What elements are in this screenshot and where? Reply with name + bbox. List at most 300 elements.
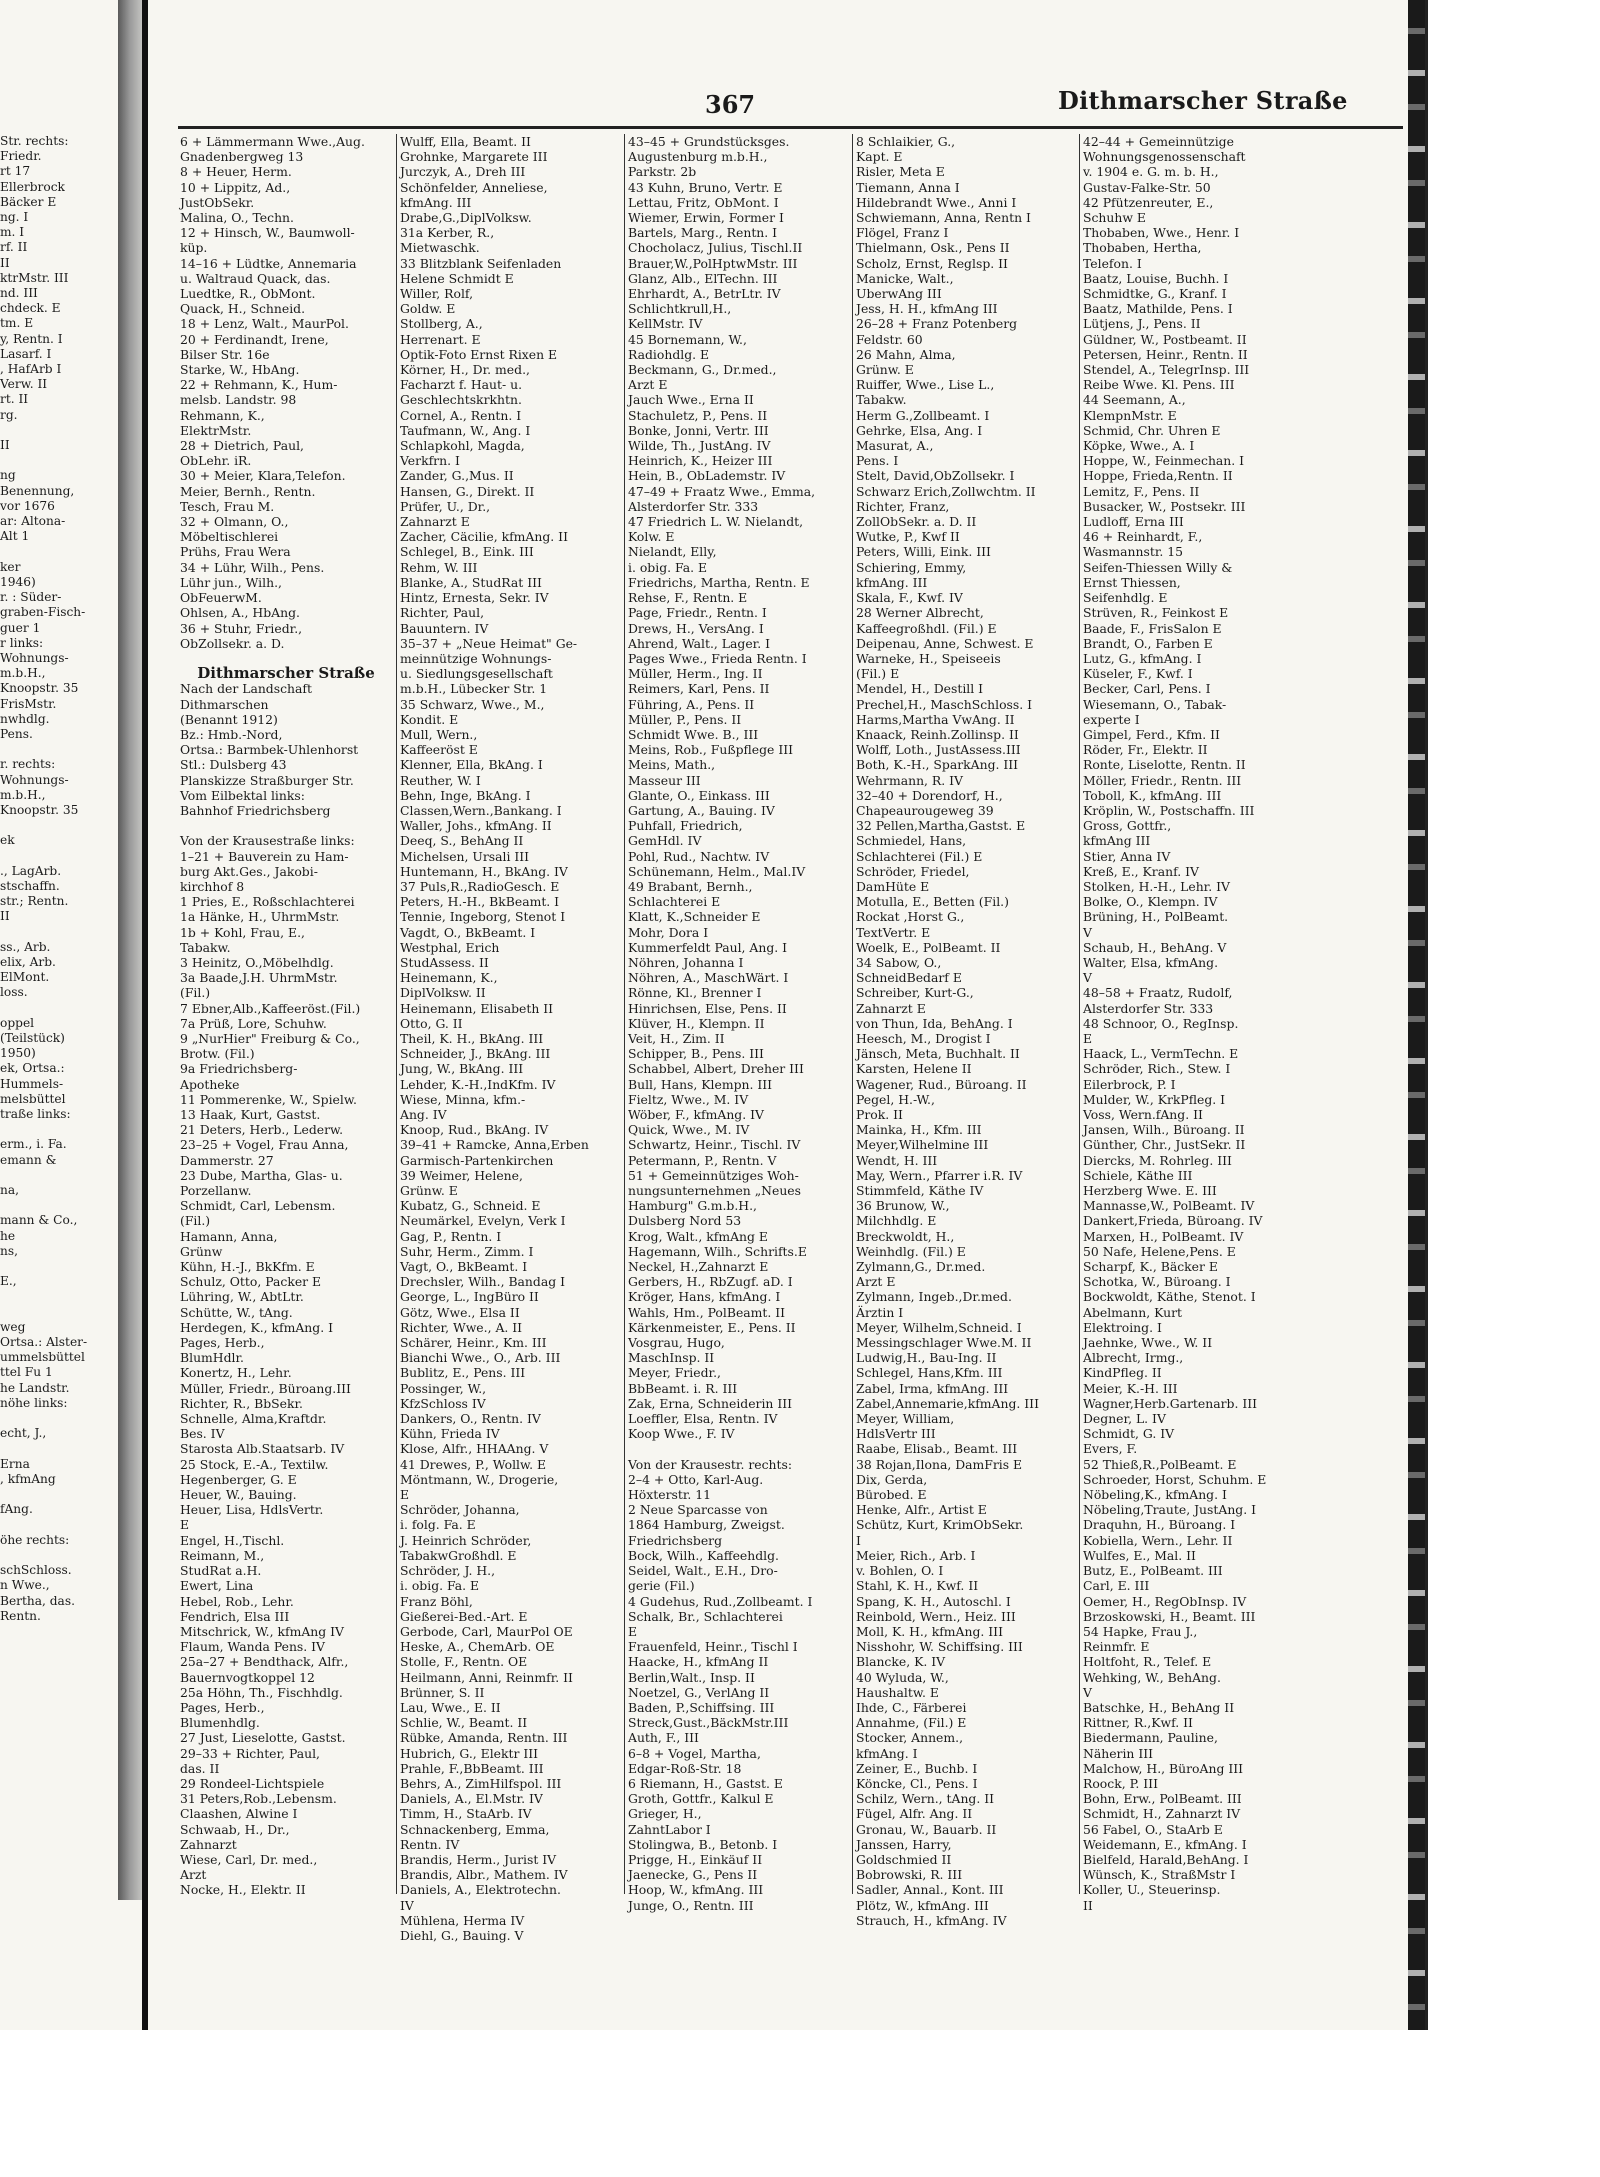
directory-entry-line: Schalk, Br., Schlachterei [628,1608,783,1624]
directory-entry-line: 37 Puls,R.,RadioGesch. E [400,878,560,894]
directory-entry-line: Behn, Inge, BkAng. I [400,787,531,803]
directory-entry-line: Vagt, O., BkBeamt. I [400,1259,528,1275]
directory-entry-line: Bartels, Marg., Rentn. I [628,225,778,241]
street-title: Dithmarscher Straße [1058,86,1348,115]
directory-entry-line: melsb. Landstr. 98 [180,392,297,408]
directory-entry-line: Pages, Herb., [180,1699,265,1715]
directory-entry-line: Wöber, F., kfmAng. IV [628,1107,764,1122]
directory-entry-line: Friedrichs, Martha, Rentn. E [628,574,810,590]
directory-entry-line: 7a Prüß, Lore, Schuhw. [180,1015,327,1031]
directory-entry-line: Lühring, W., AbtLtr. [180,1289,304,1305]
directory-entry-line: Zahnarzt E [856,1000,926,1016]
directory-entry-line: Schlegel, B., Eink. III [400,544,534,560]
directory-entry-line: Alsterdorfer Str. 333 [1083,1000,1214,1016]
directory-entry-line: Helene Schmidt E [400,270,514,286]
directory-entry-line: JustObSekr. [180,194,255,210]
directory-entry-line: Grieger, H., [628,1806,702,1822]
directory-entry-line: 2 Neue Sparcasse von [628,1502,768,1518]
directory-entry-line: Becker, Carl, Pens. I [1083,681,1211,697]
directory-entry-line: Rehse, F., Rentn. E [628,590,748,606]
directory-entry-line: Str. rechts: [0,134,69,148]
directory-entry-line: Schwiemann, Anna, Rentn I [856,210,1031,226]
directory-entry-line: Haushaltw. E [856,1684,939,1700]
directory-entry-line: Evers, F. [1083,1441,1138,1457]
directory-entry-line: m.b.H., Lübecker Str. 1 [400,681,548,697]
directory-entry-line: Henke, Alfr., Artist E [856,1502,987,1518]
directory-entry-line: Zak, Erna, Schneiderin III [628,1395,793,1411]
directory-entry-line: Brzoskowski, H., Beamt. III [1083,1608,1256,1624]
directory-entry-line: Fendrich, Elsa III [180,1608,290,1624]
directory-entry-line: 49 Brabant, Bernh., [628,878,753,894]
directory-entry-line: Rittner, R.,Kwf. II [1083,1715,1193,1731]
directory-entry-line: Bahnhof Friedrichsberg [180,802,331,818]
directory-entry-line: erm., i. Fa. [0,1137,67,1152]
directory-entry-line: Heuer, Lisa, HdlsVertr. [180,1502,324,1518]
directory-entry-line: ., LagArb. [0,863,62,878]
directory-entry-line: Thobaben, Wwe., Henr. I [1083,225,1240,241]
directory-entry-line: Zylmann, Ingeb.,Dr.med. [856,1289,1012,1305]
directory-entry-line: Mull, Wern., [400,726,478,742]
directory-entry-line: Bes. IV [180,1426,225,1442]
directory-entry-line: 56 Fabel, O., StaArb E [1083,1821,1223,1837]
directory-entry-line: 32 + Olmann, O., [180,514,289,530]
directory-entry-line: Erna [0,1456,30,1471]
directory-entry-line: Wiesemann, O., Tabak- [1083,696,1227,712]
directory-entry-line: Gießerei-Bed.-Art. E [400,1608,528,1624]
directory-entry-line: Chocholacz, Julius, Tischl.II [628,240,803,256]
directory-entry-line: Goldschmied II [856,1851,952,1867]
directory-entry-line: Schipper, B., Pens. III [628,1046,764,1062]
directory-entry-line: Ahrend, Walt., Lager. I [628,635,770,651]
directory-entry-line: 44 Seemann, A., [1083,392,1186,408]
directory-entry-line: Wutke, P., Kwf II [856,529,960,545]
directory-entry-line: Möbeltischlerei [180,529,279,545]
directory-entry-line: i. obig. Fa. E [628,559,708,575]
directory-entry-line: ummelsbüttel [0,1350,85,1365]
directory-entry-line: BlumHdlr. [180,1350,244,1366]
directory-entry-line: Krog, Walt., kfmAng E [628,1228,768,1244]
directory-entry-line: Klenner, Ella, BkAng. I [400,757,543,773]
directory-entry-line: 54 Hapke, Frau J., [1083,1623,1198,1639]
directory-entry-line: von Thun, Ida, BehAng. I [856,1015,1013,1031]
directory-entry-line: Rentn. IV [400,1836,460,1852]
directory-entry-line: 42–44 + Gemeinnützige [1083,134,1234,149]
directory-entry-line: Verw. II [0,377,48,392]
directory-entry-line: Mitschrick, W., kfmAng IV [180,1623,344,1639]
directory-entry-line: Bertha, das. [0,1593,75,1608]
directory-entry-line: Mietwaschk. [400,240,480,256]
directory-entry-line: Schröder, Johanna, [400,1502,520,1518]
directory-entry-line: Dix, Gerda, [856,1471,928,1487]
directory-entry-line: Abelmann, Kurt [1083,1304,1183,1320]
directory-entry-line [0,423,114,438]
directory-entry-line: Pages, Herb., [180,1335,265,1351]
directory-entry-line: Gustav-Falke-Str. 50 [1083,179,1211,195]
directory-entry-line: Luedtke, R., ObMont. [180,286,316,302]
directory-entry-line: 1–21 + Bauverein zu Ham- [180,848,349,864]
directory-entry-line: Wohnungs- [0,772,69,787]
directory-entry-line: 40 Wyluda, W., [856,1669,949,1685]
directory-entry-line: 45 Bornemann, W., [628,331,747,347]
directory-entry-line: kirchhof 8 [180,878,245,894]
directory-entry-line: 43–45 + Grundstücksges. [628,134,790,149]
directory-entry-line: Müller, Friedr., Büroang.III [180,1380,351,1396]
directory-entry-line: Bull, Hans, Klempn. III [628,1076,773,1092]
directory-entry-line: Glante, O., Einkass. III [628,787,770,803]
directory-entry-line: Schneider, J., BkAng. III [400,1046,551,1062]
directory-entry-line: gerie (Fil.) [628,1578,695,1594]
directory-entry-line: Arzt E [856,1274,896,1290]
directory-entry-line: küp. [180,240,208,256]
directory-entry-line: Drechsler, Wilh., Bandag I [400,1274,565,1290]
directory-entry-line: Kummerfeldt Paul, Ang. I [628,939,788,955]
directory-entry-line: 31 Peters,Rob.,Lebensm. [180,1791,337,1807]
directory-entry-line: Quack, H., Schneid. [180,301,306,317]
directory-entry-line: Ohlsen, A., HbAng. [180,605,300,621]
directory-entry-line: Milchhdlg. E [856,1213,937,1229]
directory-entry-line: Kärkenmeister, E., Pens. II [628,1319,796,1335]
directory-entry-line [0,1441,114,1456]
directory-entry-line: Malina, O., Techn. [180,210,294,226]
directory-entry-line: Strüven, R., Feinkost E [1083,605,1229,621]
directory-entry-line: kfmAng. III [400,194,472,210]
directory-entry-line: Diehl, G., Bauing. V [400,1927,524,1943]
directory-entry-line: nwhdlg. [0,711,50,726]
directory-entry-line: MaschInsp. II [628,1350,715,1366]
directory-entry-line: Kobiella, Wern., Lehr. II [1083,1532,1233,1548]
directory-entry-line [0,1198,114,1213]
directory-entry-line: HdlsVertr III [856,1426,936,1442]
directory-entry-line: Rönne, Kl., Brenner I [628,985,762,1001]
directory-entry-line: Neumärkel, Evelyn, Verk I [400,1213,566,1229]
column-prev-page [0,134,114,1914]
directory-entry-line: Lettau, Fritz, ObMont. I [628,194,779,210]
directory-entry-line: Optik-Foto Ernst Rixen E [400,346,558,362]
directory-entry-line: Mainka, H., Kfm. III [856,1122,982,1138]
directory-entry-line: Telefon. I [1083,255,1142,271]
directory-entry-line: Junge, O., Rentn. III [628,1897,754,1913]
directory-entry-line: Roock, P. III [1083,1775,1158,1791]
directory-entry-line: Kaffeegroßhdl. (Fil.) E [856,620,997,636]
directory-entry-line: Schröder, Friedel, [856,863,970,879]
directory-entry-line: Rehmann, K., [180,407,265,423]
directory-entry-line: IV [400,1897,414,1913]
directory-entry-line: Dankert,Frieda, Büroang. IV [1083,1213,1263,1229]
directory-entry-line: 29 Rondeel-Lichtspiele [180,1775,325,1791]
directory-entry-line: GemHdl. IV [628,833,702,849]
directory-entry-line: Schaub, H., BehAng. V [1083,939,1227,955]
directory-entry-line: Pens. I [856,453,899,469]
directory-entry-line: Rockat ,Horst G., [856,909,965,925]
directory-entry-line: r. rechts: [0,757,56,772]
directory-entry-line: Weinhdlg. (Fil.) E [856,1243,966,1259]
directory-entry-line: II [0,255,10,270]
directory-entry-line [0,1305,114,1320]
directory-entry-line: Deeq, S., BehAng II [400,833,524,849]
directory-entry-line: str.; Rentn. [0,894,69,909]
directory-entry-line: Baden, P.,Schiffsing. III [628,1699,775,1715]
directory-entry-line: Blumenhdlg. [180,1715,260,1731]
column-separator [624,134,625,1894]
directory-entry-line: ns, [0,1243,18,1258]
column-5 [1083,134,1301,1913]
directory-entry-line: Schreiber, Kurt-G., [856,985,974,1001]
directory-entry-line: 6 + Lämmermann Wwe.,Aug. [180,134,365,149]
directory-entry-line: Meyer, Friedr., [628,1365,721,1381]
directory-entry-line: KfzSchloss IV [400,1395,486,1411]
directory-entry-line: v. Bohlen, O. I [856,1563,944,1579]
directory-entry-line: Daniels, A., Elektrotechn. [400,1882,561,1898]
column-3 [628,134,850,1913]
directory-entry-line: Brotw. (Fil.) [180,1046,255,1062]
directory-entry-line: Wulfes, E., Mal. II [1083,1547,1196,1563]
directory-entry-line: r links: [0,635,44,650]
directory-entry-line: Gerbode, Carl, MaurPol OE [400,1623,573,1639]
directory-entry-line: v. 1904 e. G. m. b. H., [1083,164,1219,180]
directory-entry-line: Höxterstr. 11 [628,1487,712,1503]
directory-entry-line: Stelt, David,ObZollsekr. I [856,468,1015,484]
directory-entry-line: Wagner,Herb.Gartenarb. III [1083,1395,1258,1411]
directory-entry-line: KlempnMstr. E [1083,407,1177,423]
directory-entry-line: Petersen, Heinr., Rentn. II [1083,346,1248,362]
directory-entry-line: Skala, F., Kwf. IV [856,590,963,606]
directory-entry-line: Friedr. [0,149,42,164]
directory-entry-line: Mohr, Dora I [628,924,709,940]
directory-entry-line: Suhr, Herm., Zimm. I [400,1243,534,1259]
directory-entry-line: 47 Friedrich L. W. Nielandt, [628,514,804,530]
directory-entry-line: Müller, Herm., Ing. II [628,666,763,682]
directory-entry-line: ek, Ortsa.: [0,1061,65,1076]
directory-entry-line: u. Waltraud Quack, das. [180,270,331,286]
directory-entry-line: Prigge, H., Einkäuf II [628,1851,763,1867]
directory-entry-line: Theil, K. H., BkAng. III [400,1030,544,1046]
directory-entry-line: Hansen, G., Direkt. II [400,483,535,499]
directory-entry-line: Schärer, Heinr., Km. III [400,1335,547,1351]
directory-entry-line: Ang. IV [400,1107,447,1122]
directory-entry-line: kfmAng III [1083,833,1151,849]
directory-entry-line: rg. [0,407,18,422]
directory-entry-line: 35 Schwarz, Wwe., M., [400,696,545,712]
directory-entry-line: Scharpf, K., Bäcker E [1083,1259,1218,1275]
directory-entry-line: Tennie, Ingeborg, Stenot I [400,909,566,925]
directory-entry-line: Huntemann, H., BkAng. IV [400,863,568,879]
directory-entry-line: Woelk, E., PolBeamt. II [856,939,1001,955]
directory-entry-line: Stimmfeld, Käthe IV [856,1183,984,1199]
directory-entry-line: Walter, Elsa, kfmAng. [1083,954,1219,970]
directory-entry-line: Flaum, Wanda Pens. IV [180,1639,326,1655]
directory-entry-line: Masurat, A., [856,438,934,454]
directory-entry-line: he [0,1228,16,1243]
directory-entry-line: i. folg. Fa. E [400,1517,476,1533]
directory-entry-line: Hintz, Ernesta, Sekr. IV [400,590,549,606]
directory-entry-line: ZahntLabor I [628,1821,711,1837]
directory-entry-line: 1a Hänke, H., UhrmMstr. [180,909,340,925]
directory-entry-line: Prühs, Frau Wera [180,544,291,560]
directory-entry-line: Heinrich, K., Heizer III [628,453,773,469]
directory-entry-line: BbBeamt. i. R. III [628,1380,738,1396]
directory-entry-line: 50 Nafe, Helene,Pens. E [1083,1243,1236,1259]
directory-entry-line: Konertz, H., Lehr. [180,1365,292,1381]
directory-entry-line: Brünner, S. II [400,1684,485,1700]
directory-entry-line: Zahnarzt E [400,514,470,530]
directory-entry-line: E [628,1623,638,1639]
directory-entry-line: Herm G.,Zollbeamt. I [856,407,990,423]
directory-entry-line: Bock, Wilh., Kaffeehdlg. [628,1547,779,1563]
directory-entry-line: FrisMstr. [0,696,57,711]
directory-entry-line: nöhe links: [0,1395,68,1410]
directory-entry-line: 36 + Stuhr, Friedr., [180,620,303,636]
directory-entry-line: Ewert, Lina [180,1578,254,1594]
directory-entry-line: Bockwoldt, Käthe, Stenot. I [1083,1289,1256,1305]
directory-entry-line: Schlapkohl, Magda, [400,438,525,454]
directory-entry-line: loss. [0,985,28,1000]
directory-entry-line: 26–28 + Franz Potenberg [856,316,1018,332]
directory-entry-line: Daniels, A., El.Mstr. IV [400,1791,543,1807]
directory-entry-line: Klatt, K.,Schneider E [628,909,761,925]
directory-entry-line: Schlachterei E [628,894,721,910]
directory-entry-line: Strauch, H., kfmAng. IV [856,1912,1007,1928]
directory-entry-line: Hoppe, W., Feinmechan. I [1083,453,1245,469]
directory-entry-line: Nöhren, A., MaschWärt. I [628,970,789,986]
directory-entry-line: Heinemann, K., [400,970,498,986]
directory-entry-line: Jansen, Wilh., Büroang. II [1083,1122,1245,1138]
directory-entry-line: Stl.: Dulsberg 43 [180,757,287,773]
directory-entry-line: Ludloff, Erna III [1083,514,1184,530]
directory-entry-line: ElMont. [0,970,50,985]
directory-entry-line: TextVertr. E [856,924,931,940]
directory-entry-line: Zeiner, E., Buchb. I [856,1760,978,1776]
directory-entry-line: m.b.H., [0,787,46,802]
directory-entry-line: (Teilstück) [0,1030,65,1045]
directory-entry-line [0,849,114,864]
directory-entry-line: 25a–27 + Bendthack, Alfr., [180,1654,349,1670]
directory-entry-line: Körner, H., Dr. med., [400,362,530,378]
directory-entry-line: weg [0,1319,26,1334]
directory-entry-line: Möller, Friedr., Rentn. III [1083,772,1242,788]
directory-entry-line: Richter, Paul, [400,605,485,621]
directory-entry-line: Classen,Wern.,Bankang. I [400,802,562,818]
directory-entry-line: 21 Deters, Herb., Lederw. [180,1122,344,1138]
directory-entry-line: Schlachterei (Fil.) E [856,848,983,864]
directory-entry-line: 6 Riemann, H., Gastst. E [628,1775,783,1791]
directory-entry-line: Dammerstr. 27 [180,1152,274,1168]
directory-entry-line: Starosta Alb.Staatsarb. IV [180,1441,345,1457]
directory-entry-line: 23–25 + Vogel, Frau Anna, [180,1137,349,1153]
directory-entry-line: Stahl, K. H., Kwf. II [856,1578,979,1594]
directory-entry-line: Röder, Fr., Elektr. II [1083,742,1208,758]
directory-entry-line: Kreß, E., Kranf. IV [1083,863,1199,879]
directory-entry-line: Stachuletz, P., Pens. II [628,407,768,423]
directory-entry-line: Drabe,G.,DiplVolksw. [400,210,532,226]
directory-entry-line: y, Rentn. I [0,331,63,346]
directory-entry-line: Schnackenberg, Emma, [400,1821,550,1837]
directory-entry-line: Janssen, Harry, [856,1836,952,1852]
directory-entry-line [0,453,114,468]
directory-entry-line: ElektrMstr. [180,422,252,438]
directory-entry-line: Kröplin, W., Postschaffn. III [1083,802,1255,818]
directory-entry-line: Dankers, O., Rentn. IV [400,1411,541,1427]
directory-entry-line: Heske, A., ChemArb. OE [400,1639,555,1655]
directory-entry-line: ZollObSekr. a. D. II [856,514,977,530]
directory-entry-line: Harms,Martha VwAng. II [856,711,1015,727]
directory-entry-line: ktrMstr. III [0,270,69,285]
directory-entry-line: ker [0,559,21,574]
directory-entry-line: Ronte, Liselotte, Rentn. II [1083,757,1246,773]
directory-entry-line: Wendt, H. III [856,1152,938,1168]
directory-entry-line: 4 Gudehus, Rud.,Zollbeamt. I [628,1593,813,1609]
directory-entry-line: Ihde, C., Färberei [856,1699,967,1715]
directory-entry-line: Apotheke [180,1076,240,1092]
directory-entry-line: Warneke, H., Speiseeis [856,650,1001,666]
directory-entry-line: 52 Thieß,R.,PolBeamt. E [1083,1456,1237,1472]
directory-entry-line: Bobrowski, R. III [856,1867,963,1883]
directory-entry-line: Lasarf. I [0,346,52,361]
directory-entry-line: rt 17 [0,164,31,179]
directory-entry-line: E [400,1487,410,1503]
directory-entry-line: Kühn, H.-J., BkKfm. E [180,1259,315,1275]
directory-entry-line: Michelsen, Ursali III [400,848,530,864]
directory-entry-line: Jänsch, Meta, Buchhalt. II [856,1046,1020,1062]
directory-entry-line: Nielandt, Elly, [628,544,717,560]
directory-entry-line: Nocke, H., Elektr. II [180,1882,306,1898]
directory-entry-line: Risler, Meta E [856,164,945,180]
directory-entry-line: Parkstr. 2b [628,164,697,180]
directory-entry-line: Hoppe, Frieda,Rentn. II [1083,468,1233,484]
column-1 [180,134,392,1902]
directory-entry-line: Müller, P., Pens. II [628,711,742,727]
directory-entry-line: Oemer, H., RegObInsp. IV [1083,1593,1247,1609]
directory-entry-line: Lehder, K.-H.,IndKfm. IV [400,1076,556,1092]
directory-entry-line: 8 + Heuer, Herm. [180,164,292,180]
directory-entry-line [0,1487,114,1502]
directory-entry-line: Veit, H., Zim. II [628,1030,725,1046]
directory-entry-line: Noetzel, G., VerlAng II [628,1684,770,1700]
directory-entry-line: Spang, K. H., Autoschl. I [856,1593,1011,1609]
directory-entry-line: Schwaab, H., Dr., [180,1821,290,1837]
directory-entry-line: Schünemann, Helm., Mal.IV [628,863,806,879]
directory-entry-line: Annahme, (Fil.) E [856,1715,967,1731]
directory-entry-line: Grohnke, Margarete III [400,149,548,165]
directory-entry-line: Nöhren, Johanna I [628,954,744,970]
directory-entry-line: Reimann, M., [180,1547,265,1563]
directory-entry-line [0,1289,114,1304]
directory-entry-line [0,1122,114,1137]
directory-entry-line: traße links: [0,1107,71,1121]
directory-entry-line: ar: Altona- [0,514,66,529]
directory-entry-line: 25a Höhn, Th., Fischhdlg. [180,1684,343,1700]
directory-entry-line: Diercks, M. Rohrleg. III [1083,1152,1232,1168]
directory-entry-line: Schröder, J. H., [400,1563,496,1579]
column-separator [396,134,397,1894]
directory-entry-line: Zahnarzt [180,1836,237,1852]
directory-entry-line: Franz Böhl, [400,1593,473,1609]
directory-entry-line: Glanz, Alb., ElTechn. III [628,270,778,286]
directory-entry-line: Wulff, Ella, Beamt. II [400,134,531,149]
directory-entry-line: Mühlena, Herma IV [400,1912,525,1928]
directory-entry-line: Timm, H., StaArb. IV [400,1806,532,1822]
directory-entry-line: Tesch, Frau M. [180,498,275,514]
directory-entry-line: Zacher, Cäcilie, kfmAng. II [400,529,568,545]
directory-entry-line: Schotka, W., Büroang. I [1083,1274,1231,1290]
directory-entry-line: Schmidt, H., Zahnarzt IV [1083,1806,1241,1822]
directory-entry-line: Alsterdorfer Str. 333 [628,498,759,514]
directory-entry-line: 27 Just, Lieselotte, Gastst. [180,1730,346,1746]
directory-entry-line: Hamann, Anna, [180,1228,278,1244]
directory-entry-line: Schilz, Wern., tAng. II [856,1791,995,1807]
directory-entry-line: Bilser Str. 16e [180,346,270,362]
directory-entry-line: Pens. [0,726,33,741]
directory-entry-line: Arzt [180,1867,207,1883]
